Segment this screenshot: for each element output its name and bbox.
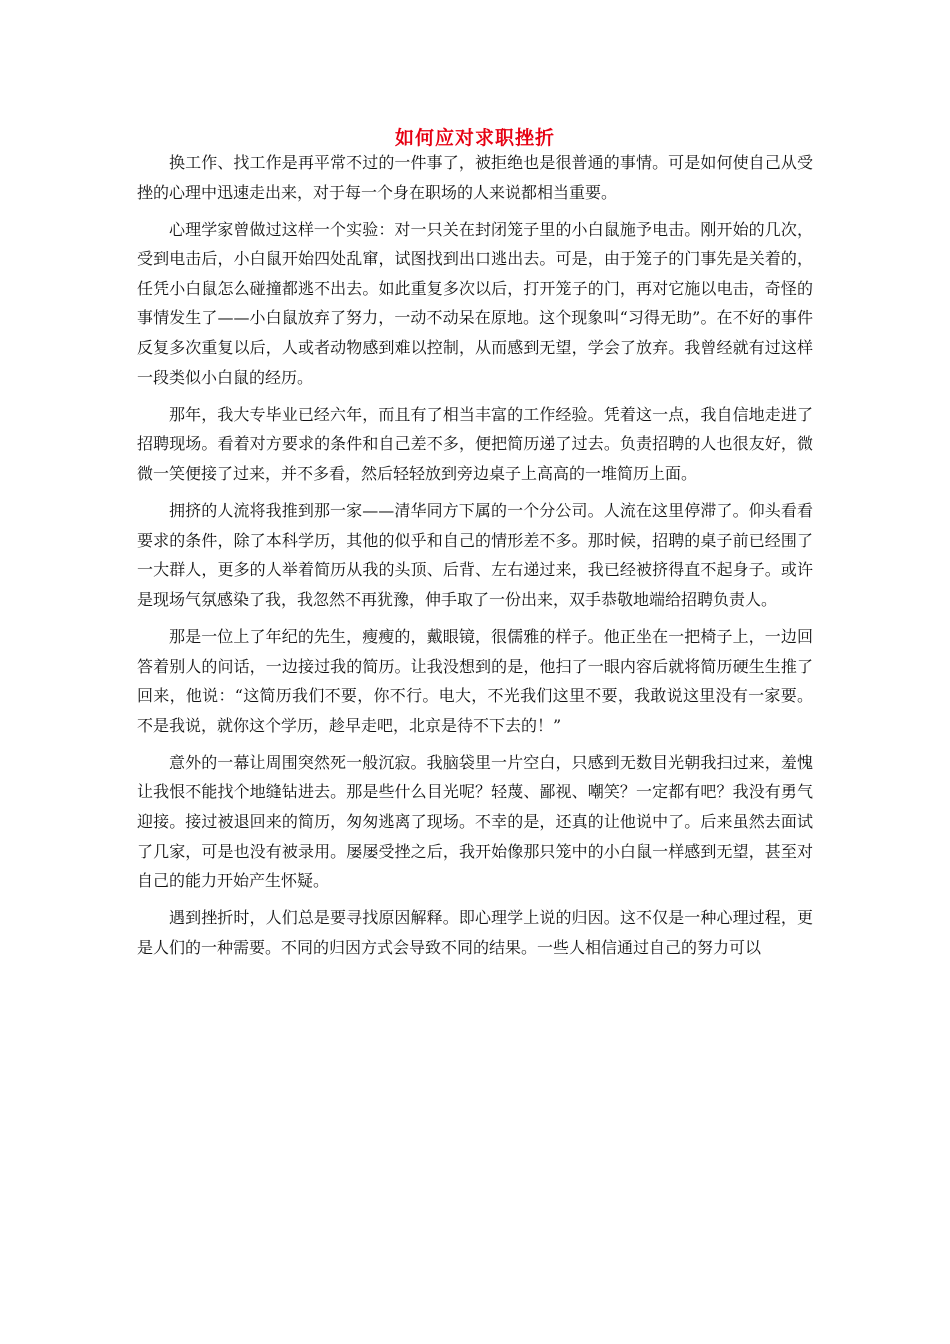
paragraph-4: 拥挤的人流将我推到那一家——清华同方下属的一个分公司。人流在这里停滞了。仰头看看要求的条件，除了本科学历，其他的似乎和自己的情形差不多。那时候，招聘的桌子前已经围了一大群人，更多的人举着简历从我的头顶、后背、左右递过来，我已经被挤得直不起身子。或许是现场气氛感染了我，我忽然不再犹豫，伸手取了一份出来，双手恭敬地端给招聘负责人。 xyxy=(137,501,813,609)
paragraph-2: 心理学家曾做过这样一个实验：对一只关在封闭笼子里的小白鼠施予电击。刚开始的几次，受到电击后，小白鼠开始四处乱窜，试图找到出口逃出去。可是，由于笼子的门事先是关着的，任凭小白鼠怎么碰撞都逃不出去。如此重复多次以后，打开笼子的门，再对它施以电击，奇怪的事情发生了——小白鼠放弃了努力，一动不动呆在原地。这个现象叫“习得无助”。在不好的事件反复多次重复以后，人或者动物感到难以控制，从而感到无望，学会了放弃。我曾经就有过这样一段类似小白鼠的经历。 xyxy=(137,219,813,387)
paragraph-1: 换工作、找工作是再平常不过的一件事了，被拒绝也是很普通的事情。可是如何使自己从受挫的心理中迅速走出来，对于每一个身在职场的人来说都相当重要。 xyxy=(137,153,813,202)
paragraph-5: 那是一位上了年纪的先生，瘦瘦的，戴眼镜，很儒雅的样子。他正坐在一把椅子上，一边回答着别人的问话，一边接过我的简历。让我没想到的是，他扫了一眼内容后就将简历硬生生推了回来，他说：“这简历我们不要，你不行。电大，不光我们这里不要，我敢说这里没有一家要。不是我说，就你这个学历，趁早走吧，北京是待不下去的！” xyxy=(137,626,813,735)
document-title: 如何应对求职挫折 xyxy=(394,127,555,149)
paragraph-7: 遇到挫折时，人们总是要寻找原因解释。即心理学上说的归因。这不仅是一种心理过程，更是人们的一种需要。不同的归因方式会导致不同的结果。一些人相信通过自己的努力可以 xyxy=(137,908,813,957)
paragraph-6: 意外的一幕让周围突然死一般沉寂。我脑袋里一片空白，只感到无数目光朝我扫过来，羞愧让我恨不能找个地缝钻进去。那是些什么目光呢？轻蔑、鄙视、嘲笑？一定都有吧？我没有勇气迎接。接过被退回来的简历，匆匆逃离了现场。不幸的是，还真的让他说中了。后来虽然去面试了几家，可是也没有被录用。屡屡受挫之后，我开始像那只笼中的小白鼠一样感到无望，甚至对自己的能力开始产生怀疑。 xyxy=(137,752,813,891)
document-body xyxy=(137,148,813,970)
paragraph-3: 那年，我大专毕业已经六年，而且有了相当丰富的工作经验。凭着这一点，我自信地走进了招聘现场。看着对方要求的条件和自己差不多，便把简历递了过去。负责招聘的人也很友好，微微一笑便接了过来，并不多看，然后轻轻放到旁边桌子上高高的一堆简历上面。 xyxy=(137,404,813,483)
